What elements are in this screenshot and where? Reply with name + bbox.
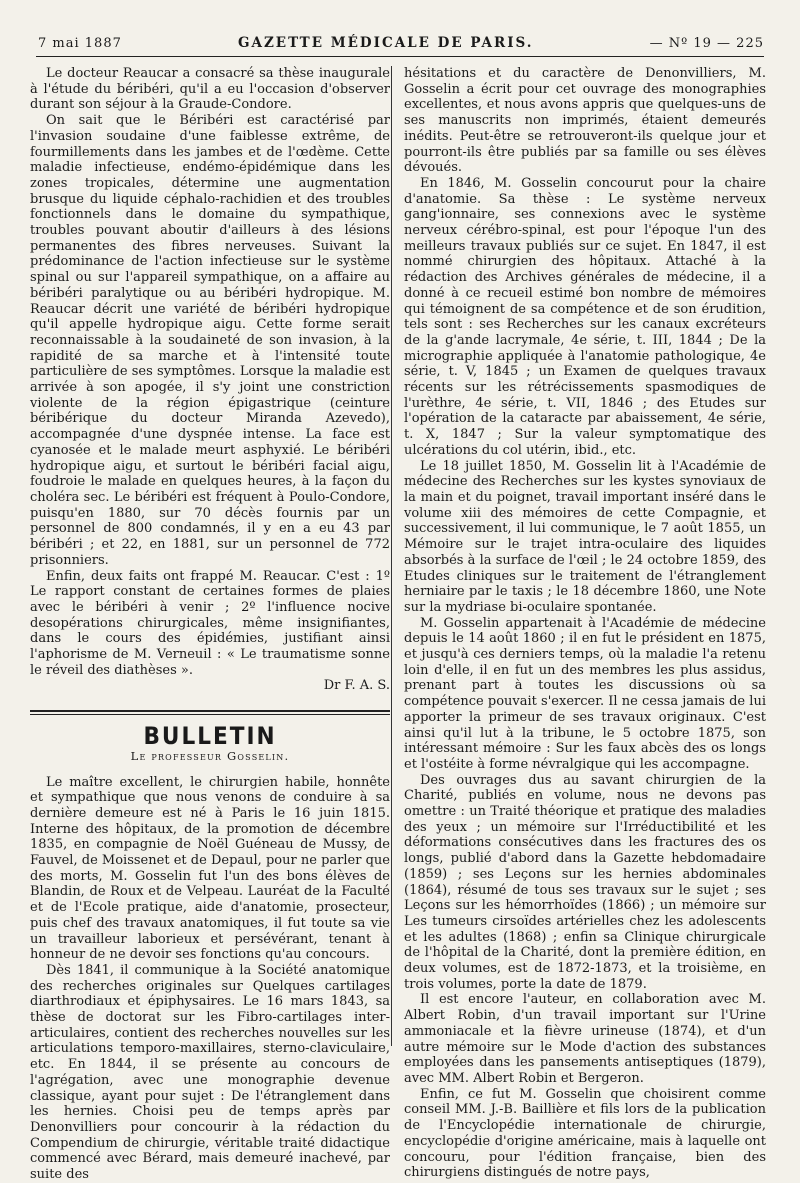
article-paragraph: Le docteur Reaucar a consacré sa thèse inaugurale à l'étude du béribéri, qu'il a eu l'occasion d'observer durant son séjour à la Graude-Condore.	[30, 66, 390, 113]
article-paragraph: Dès 1841, il communique à la Société anatomique des recherches originales sur Quelques cartilages diarthrodiaux et épiphysaires. Le 16 mars 1843, sa thèse de doctorat sur les Fibro-cartilages inter-articulaires, contient des recherches nouvelles sur les articulations temporo-maxillaires, sterno-claviculaire, etc. En 1844, il se présente au concours de l'agrégation, avec une monographie devenue classique, ayant pour sujet : De l'étranglement dans les hernies. Choisi peu de temps après par Denonvilliers pour concourir à la rédaction du Compendium de chirurgie, véritable traité didactique commencé avec Bérard, mais demeuré inachevé, par suite des	[30, 962, 390, 1183]
section-subtitle: Le professeur Gosselin.	[130, 748, 290, 763]
left-column	[30, 66, 390, 1183]
page-header	[38, 34, 764, 52]
right-column	[404, 66, 766, 1181]
header-title: GAZETTE MÉDICALE DE PARIS.	[237, 35, 534, 51]
article-paragraph: M. Gosselin appartenait à l'Académie de médecine depuis le 14 août 1860 ; il en fut le président en 1875, et jusqu'à ces derniers temps, où la maladie l'a retenu loin d'elle, il en fut un des membres les plus assidus, prenant part à toutes les discussions où sa compétence pouvait s'exercer. Il ne cessa jamais de lui apporter la primeur de ses travaux originaux. C'est ainsi qu'il lut à la tribune, le 5 octobre 1875, son intéressant mémoire : Sur les faux abcès des os longs et l'ostéite à forme névralgique qui les accompagne.	[404, 615, 766, 772]
article-paragraph: Enfin, deux faits ont frappé M. Reaucar. C'est : 1º Le rapport constant de certaines formes de plaies avec le béribéri à venir ; 2º l'influence nocive desopérations chirurgicales, même insignifiantes, dans le cours des épidémies, justifiant ainsi l'aphorisme de M. Verneuil : « Le traumatisme sonne le réveil des diathèses ».	[30, 568, 390, 678]
article-paragraph: Enfin, ce fut M. Gosselin que choisirent comme conseil MM. J.-B. Baillière et fils lors de la publication de l'Encyclopédie internationale de chirurgie, encyclopédie d'origine américaine, mais à laquelle ont concouru, pour l'édition française, bien des chirurgiens distingués de notre pays,	[404, 1086, 766, 1181]
article-paragraph: Des ouvrages dus au savant chirurgien de la Charité, publiés en volume, nous ne devons pas omettre : un Traité théorique et pratique des maladies des yeux ; un mémoire sur l'Irréductibilité et les déformations consécutives dans les fractures des os longs, publié d'abord dans la Gazette hebdomadaire (1859) ; ses Leçons sur les hernies abdominales (1864), résumé de tous ses travaux sur le sujet ; ses Leçons sur les hémorrhoïdes (1866) ; un mémoire sur Les tumeurs cirsoïdes artérielles chez les adolescents et les adultes (1868) ; enfin sa Clinique chirurgicale de l'hôpital de la Charité, dont la première édition, en deux volumes, est de 1872-1873, et la troisième, en trois volumes, porte la date de 1879.	[404, 772, 766, 992]
column-divider	[391, 66, 392, 1046]
article-paragraph: En 1846, M. Gosselin concourut pour la chaire d'anatomie. Sa thèse : Le système nerveux gang'ionnaire, ses connexions avec le système nerveux cérébro-spinal, est pour l'époque l'un des meilleurs travaux publiés sur ce sujet. En 1847, il est nommé chirurgien des hôpitaux. Attaché à la rédaction des Archives générales de médecine, il a donné à ce recueil estimé bon nombre de mémoires qui témoignent de sa compétence et de son érudition, tels sont : ses Recherches sur les canaux excréteurs de la g'ande lacrymale, 4e série, t. III, 1844 ; De la micrographie appliquée à l'anatomie pathologique, 4e série, t. V, 1845 ; un Examen de quelques travaux récents sur les rétrécissements spasmodiques de l'urèthre, 4e série, t. VII, 1846 ; des Etudes sur l'opération de la cataracte par abaissement, 4e série, t. X, 1847 ; Sur la valeur symptomatique des ulcérations du col utérin, ibid., etc.	[404, 175, 766, 458]
article-paragraph: Le maître excellent, le chirurgien habile, honnête et sympathique que nous venons de conduire à sa dernière demeure est né à Paris le 16 juin 1815. Interne des hôpitaux, de la promotion de décembre 1835, en compagnie de Noël Guéneau de Mussy, de Fauvel, de Moissenet et de Depaul, pour ne parler que des morts, M. Gosselin fut l'un des bons élèves de Blandin, de Roux et de Velpeau. Lauréat de la Faculté et de l'Ecole pratique, aide d'anatomie, prosecteur, puis chef des travaux anatomiques, il fut toute sa vie un travailleur laborieux et persévérant, tenant à honneur de ne devoir ses fonctions qu'au concours.	[30, 774, 390, 963]
section-separator	[30, 710, 390, 715]
article-paragraph: Le 18 juillet 1850, M. Gosselin lit à l'Académie de médecine des Recherches sur les kystes synoviaux de la main et du poignet, travail important inséré dans le volume xiii des mémoires de cette Compagnie, et successivement, il lui communique, le 7 août 1855, un Mémoire sur le trajet intra-oculaire des liquides absorbés à la surface de l'œil ; le 24 octobre 1859, des Etudes cliniques sur le traitement de l'étranglement herniaire par le taxis ; le 18 décembre 1860, une Note sur la mydriase bi-oculaire spontanée.	[404, 458, 766, 615]
article-paragraph: Il est encore l'auteur, en collaboration avec M. Albert Robin, d'un travail important sur l'Urine ammoniacale et la fièvre urineuse (1874), et d'un autre mémoire sur le Mode d'action des substances employées dans les pansements antiseptiques (1879), avec MM. Albert Robin et Bergeron.	[404, 992, 766, 1086]
article-paragraph: hésitations et du caractère de Denonvilliers, M. Gosselin a écrit pour cet ouvrage des monographies excellentes, et nous avons appris que quelques-uns de ses manuscrits non imprimés, étaient demeurés inédits. Peut-être se retrouveront-ils quelque jour et pourront-ils être publiés par sa famille ou ses élèves dévoués.	[404, 66, 766, 176]
article-paragraph: On sait que le Béribéri est caractérisé par l'invasion soudaine d'une faiblesse extrême, de fourmillements dans les jambes et de l'œdème. Cette maladie infectieuse, endémo-épidémique dans les zones tropicales, détermine une augmentation brusque du liquide céphalo-rachidien et des troubles fonctionnels dans le domaine du sympathique, troubles pouvant aboutir d'ailleurs à des lésions permanentes des fibres nerveuses. Suivant la prédominance de l'action infectieuse sur le système spinal ou sur l'appareil sympathique, on a affaire au béribéri paralytique ou au béribéri hydropique. M. Reaucar décrit une variété de béribéri hydropique qu'il appelle hydropique aigu. Cette forme serait reconnaissable à la soudaineté de son invasion, à la rapidité de sa marche et à l'intensité toute particulière de ses symptômes. Lorsque la maladie est arrivée à son apogée, il s'y joint une constriction violente de la région épigastrique (ceinture béribérique du docteur Miranda Azevedo), accompagnée d'une dyspnée intense. La face est cyanosée et le malade meurt asphyxié. Le béribéri hydropique aigu, et surtout le béribéri facial aigu, foudroie le malade en quelques heures, à la façon du choléra sec. Le béribéri est fréquent à Poulo-Condore, puisqu'en 1880, sur 70 décès fournis par un personnel de 800 condamnés, il y en a eu 43 par béribéri ; et 22, en 1881, sur un personnel de 772 prisonniers.	[30, 113, 390, 568]
header-rule	[36, 56, 764, 57]
header-date: 7 mai 1887	[38, 35, 122, 51]
section-title: BULLETIN	[143, 722, 277, 751]
header-issue-page: — Nº 19 — 225	[649, 35, 764, 51]
signature: Dr F. A. S.	[323, 678, 390, 694]
